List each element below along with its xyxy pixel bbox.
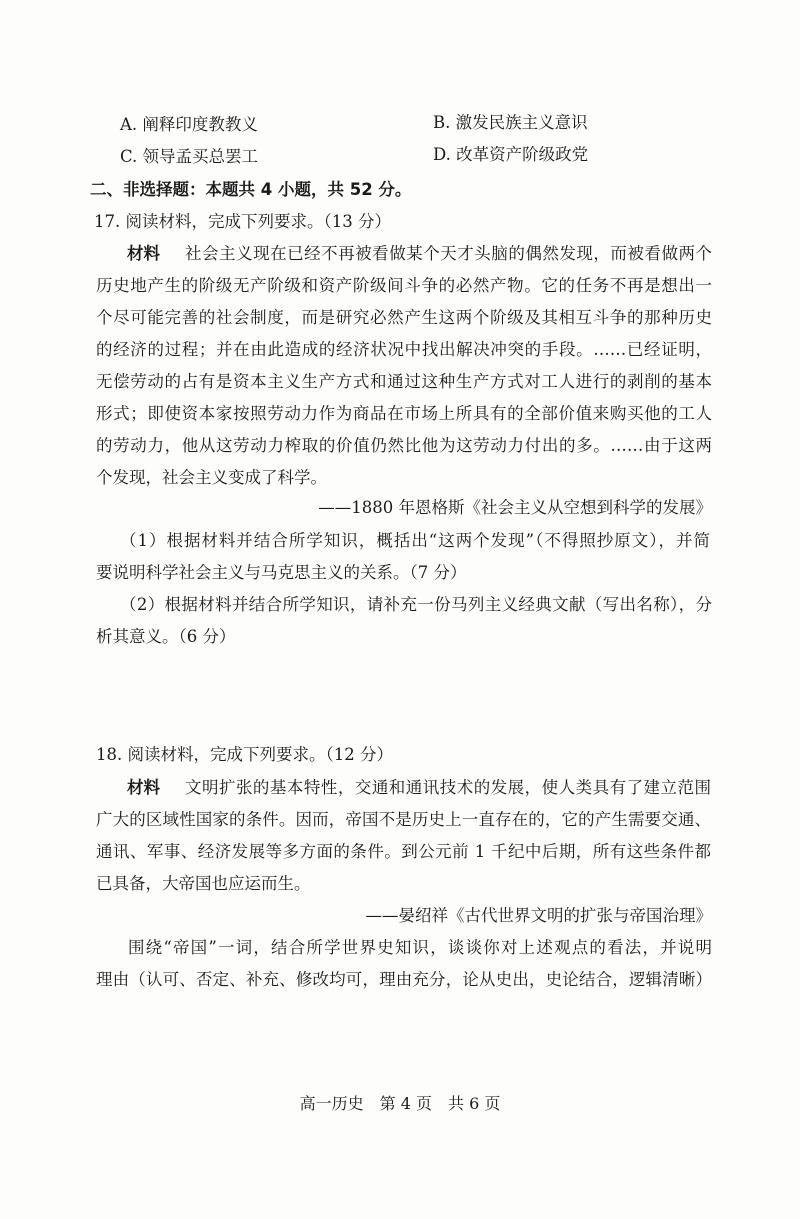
q17-material-line: 的经济的过程；并在由此造成的经济状况中找出解决冲突的手段。……已经证明， — [96, 340, 712, 359]
section-header: 二、非选择题：本题共 4 小题，共 52 分。 — [90, 180, 412, 199]
choice-b: B. 激发民族主义意识 — [433, 113, 588, 132]
choice-d: D. 改革资产阶级政党 — [433, 145, 589, 164]
q17-material-line: 无偿劳动的占有是资本主义生产方式和通过这种生产方式对工人进行的剥削的基本 — [96, 372, 712, 391]
q17-material-line: 个尽可能完善的社会制度，而是研究必然产生这两个阶级及其相互斗争的那种历史 — [96, 308, 712, 327]
q18-prompt: 围绕“帝国”一词，结合所学世界史知识，谈谈你对上述观点的看法，并说明 — [128, 938, 712, 957]
q18-source: ——晏绍祥《古代世界文明的扩张与帝国治理》 — [365, 906, 712, 925]
q17-sub2-cont: 析其意义。（6 分） — [96, 627, 236, 646]
q18-material-line: 广大的区域性国家的条件。因而，帝国不是历史上一直存在的，它的产生需要交通、 — [96, 810, 711, 829]
q17-sub1: （1）根据材料并结合所学知识，概括出“这两个发现”（不得照抄原文），并简 — [120, 531, 710, 550]
q17-material-line: 个发现，社会主义变成了科学。 — [96, 468, 327, 487]
q18-material-line: 文明扩张的基本特性，交通和通讯技术的发展，使人类具有了建立范围 — [185, 778, 711, 797]
choice-a: A. 阐释印度教教义 — [120, 115, 258, 134]
q17-material-line: 形式；即使资本家按照劳动力作为商品在市场上所具有的全部价值来购买他的工人 — [96, 404, 712, 423]
q18-material-line: 已具备，大帝国也应运而生。 — [96, 874, 311, 893]
choice-c: C. 领导孟买总罢工 — [120, 147, 259, 166]
q18-title: 18. 阅读材料，完成下列要求。（12 分） — [96, 745, 393, 764]
q17-material-line: 的劳动力，他从这劳动力榨取的价值仍然比他为这劳动力付出的多。……由于这两 — [96, 436, 712, 455]
q17-material-label: 材料 — [127, 244, 160, 263]
q17-material-line: 历史地产生的阶级无产阶级和资产阶级间斗争的必然产物。它的任务不再是想出一 — [96, 276, 712, 295]
q17-source: ——1880 年恩格斯《社会主义从空想到科学的发展》 — [318, 498, 712, 517]
q17-sub2: （2）根据材料并结合所学知识，请补充一份马列主义经典文献（写出名称），分 — [120, 595, 712, 614]
q18-material-label: 材料 — [127, 778, 160, 797]
q17-title: 17. 阅读材料，完成下列要求。（13 分） — [94, 212, 391, 231]
q18-material-line: 通讯、军事、经济发展等多方面的条件。到公元前 1 千纪中后期，所有这些条件都 — [96, 842, 711, 861]
q18-prompt-cont: 理由（认可、否定、补充、修改均可，理由充分，论从史出，史论结合，逻辑清晰） — [96, 970, 712, 989]
q17-material-line: 社会主义现在已经不再被看做某个天才头脑的偶然发现，而被看做两个 — [185, 244, 712, 263]
page-footer: 高一历史 第 4 页 共 6 页 — [299, 1094, 501, 1113]
q17-sub1-cont: 要说明科学社会主义与马克思主义的关系。（7 分） — [96, 563, 467, 582]
